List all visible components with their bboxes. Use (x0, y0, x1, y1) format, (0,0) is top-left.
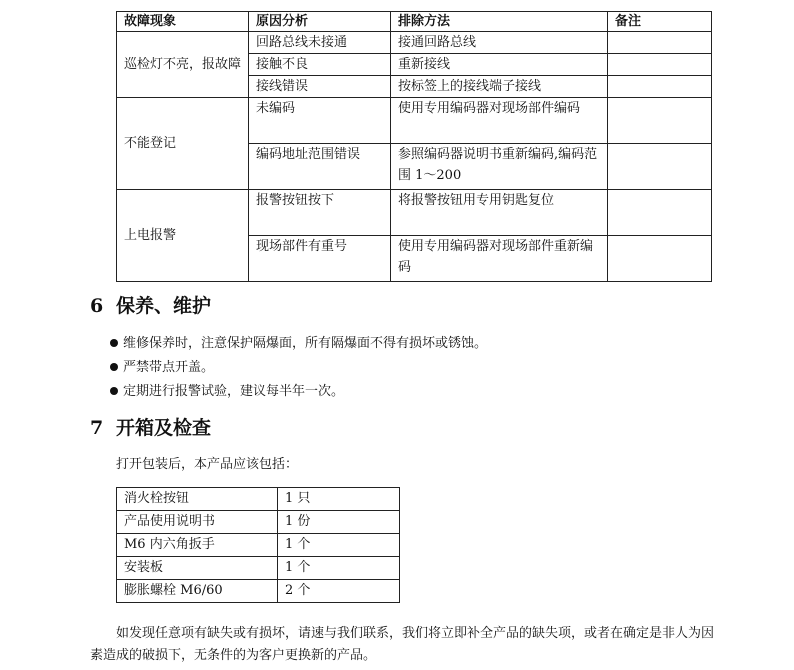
section-7-number: 7 (90, 417, 104, 439)
phenomenon-cell: 上电报警 (117, 190, 249, 282)
item-name-cell: 产品使用说明书 (117, 511, 278, 534)
table-row (117, 488, 400, 511)
remedy-cell: 接通回路总线 (391, 32, 608, 54)
closing-paragraph: 如发现任意项有缺失或有损坏，请速与我们联系，我们将立即补全产品的缺失项，或者在确定是非人为因素造成的破损下，无条件的为客户更换新的产品。 (90, 626, 715, 663)
note-cell (608, 32, 712, 54)
remedy-cell: 将报警按钮用专用钥匙复位 (391, 190, 608, 236)
item-qty-cell: 1 个 (278, 557, 400, 580)
phenomenon-cell: 不能登记 (117, 98, 249, 190)
section-6-heading (90, 294, 211, 318)
remedy-cell: 使用专用编码器对现场部件重新编码 (391, 236, 608, 282)
unpacking-intro: 打开包装后，本产品应该包括： (116, 457, 299, 472)
item-qty-cell: 1 只 (278, 488, 400, 511)
item-qty-cell: 2 个 (278, 580, 400, 603)
fault-table-header-row (117, 12, 712, 32)
cause-cell: 报警按钮按下 (249, 190, 391, 236)
table-row (117, 32, 712, 54)
package-contents-table (116, 487, 400, 603)
table-row (117, 534, 400, 557)
item-qty-cell: 1 份 (278, 511, 400, 534)
cause-cell: 接触不良 (249, 54, 391, 76)
section-6-title: 保养、维护 (116, 295, 212, 317)
note-cell (608, 54, 712, 76)
phenomenon-cell: 巡检灯不亮，报故障 (117, 32, 249, 98)
bullet-icon (110, 339, 118, 347)
maintenance-list (110, 332, 487, 404)
remedy-cell: 按标签上的接线端子接线 (391, 76, 608, 98)
item-name-cell: 安装板 (117, 557, 278, 580)
note-cell (608, 190, 712, 236)
cause-cell: 编码地址范围错误 (249, 144, 391, 190)
list-item (110, 332, 487, 356)
header-remedy: 排除方法 (391, 12, 608, 32)
list-item-text: 严禁带点开盖。 (123, 360, 215, 375)
note-cell (608, 76, 712, 98)
table-row (117, 557, 400, 580)
cause-cell: 未编码 (249, 98, 391, 144)
table-row (117, 580, 400, 603)
item-name-cell: 消火栓按钮 (117, 488, 278, 511)
table-row (117, 190, 712, 236)
list-item (110, 356, 487, 380)
note-cell (608, 144, 712, 190)
note-cell (608, 98, 712, 144)
cause-cell: 回路总线未接通 (249, 32, 391, 54)
header-cause: 原因分析 (249, 12, 391, 32)
note-cell (608, 236, 712, 282)
cause-cell: 现场部件有重号 (249, 236, 391, 282)
list-item-text: 定期进行报警试验，建议每半年一次。 (123, 384, 345, 399)
bullet-icon (110, 363, 118, 371)
bullet-icon (110, 387, 118, 395)
section-7-heading (90, 416, 211, 440)
section-6-number: 6 (90, 295, 104, 317)
remedy-cell: 参照编码器说明书重新编码,编码范围 1～200 (391, 144, 608, 190)
remedy-cell: 重新接线 (391, 54, 608, 76)
item-qty-cell: 1 个 (278, 534, 400, 557)
header-phenomenon: 故障现象 (117, 12, 249, 32)
table-row (117, 98, 712, 144)
section-7-title: 开箱及检查 (116, 417, 212, 439)
table-row (117, 511, 400, 534)
list-item (110, 380, 487, 404)
item-name-cell: M6 内六角扳手 (117, 534, 278, 557)
header-note: 备注 (608, 12, 712, 32)
fault-table (116, 11, 712, 282)
cause-cell: 接线错误 (249, 76, 391, 98)
list-item-text: 维修保养时，注意保护隔爆面，所有隔爆面不得有损坏或锈蚀。 (123, 336, 488, 351)
item-name-cell: 膨胀螺栓 M6/60 (117, 580, 278, 603)
remedy-cell: 使用专用编码器对现场部件编码 (391, 98, 608, 144)
